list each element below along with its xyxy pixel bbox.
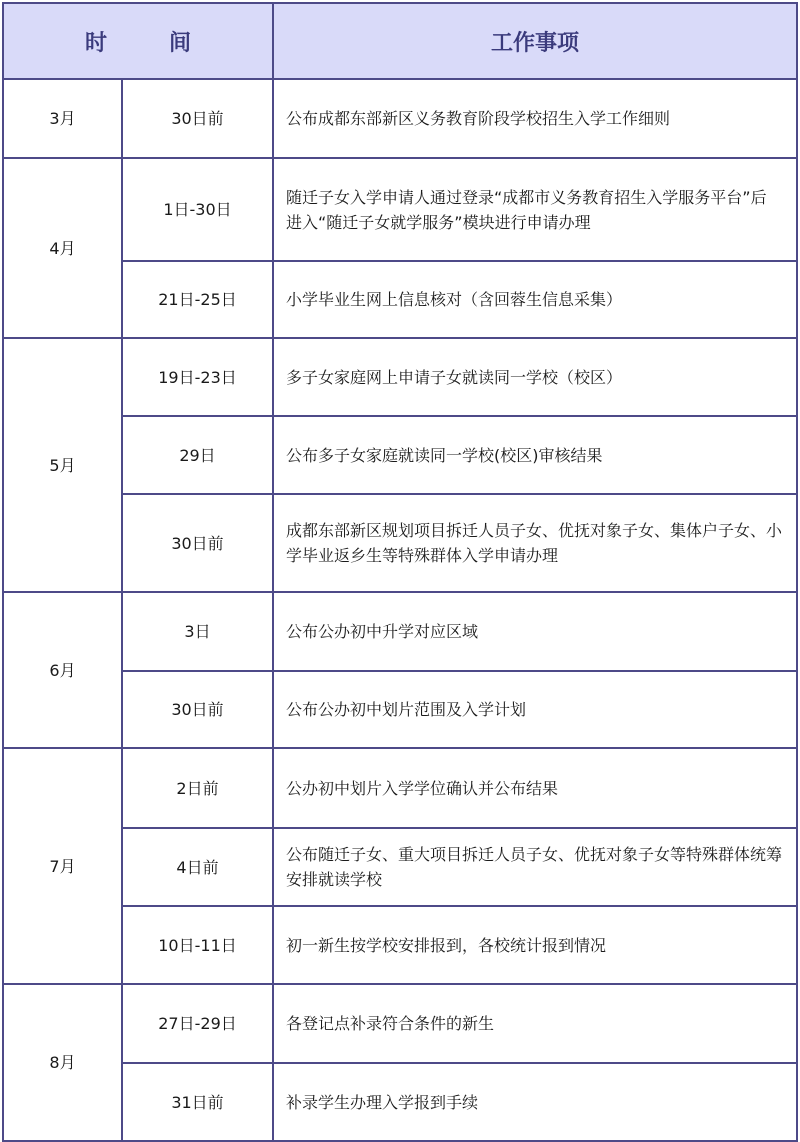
month-cell: 8月 (3, 984, 122, 1141)
table-row (3, 748, 797, 828)
date-cell: 31日前 (122, 1063, 273, 1141)
table-row (3, 984, 797, 1063)
task-cell: 补录学生办理入学报到手续 (273, 1063, 797, 1141)
table-row (3, 828, 797, 906)
date-cell: 30日前 (122, 671, 273, 748)
date-cell: 21日-25日 (122, 261, 273, 338)
task-cell: 公布多子女家庭就读同一学校(校区)审核结果 (273, 416, 797, 494)
table-row (3, 261, 797, 338)
header-time (3, 3, 273, 79)
date-cell: 3日 (122, 592, 273, 671)
task-cell: 随迁子女入学申请人通过登录“成都市义务教育招生入学服务平台”后进入“随迁子女就学服务”模块进行申请办理 (273, 158, 797, 261)
task-cell: 公布成都东部新区义务教育阶段学校招生入学工作细则 (273, 79, 797, 158)
task-cell: 多子女家庭网上申请子女就读同一学校（校区） (273, 338, 797, 416)
task-cell: 初一新生按学校安排报到，各校统计报到情况 (273, 906, 797, 984)
month-cell: 5月 (3, 338, 122, 592)
date-cell: 4日前 (122, 828, 273, 906)
task-cell: 成都东部新区规划项目拆迁人员子女、优抚对象子女、集体户子女、小学毕业返乡生等特殊群体入学申请办理 (273, 494, 797, 592)
task-cell: 各登记点补录符合条件的新生 (273, 984, 797, 1063)
date-cell: 2日前 (122, 748, 273, 828)
table-row (3, 906, 797, 984)
header-task: 工作事项 (273, 3, 797, 79)
schedule-body (3, 79, 797, 1141)
table-row (3, 158, 797, 261)
task-cell: 公布随迁子女、重大项目拆迁人员子女、优抚对象子女等特殊群体统筹安排就读学校 (273, 828, 797, 906)
date-cell: 10日-11日 (122, 906, 273, 984)
task-cell: 公办初中划片入学学位确认并公布结果 (273, 748, 797, 828)
task-cell: 小学毕业生网上信息核对（含回蓉生信息采集） (273, 261, 797, 338)
table-row (3, 416, 797, 494)
table-row (3, 1063, 797, 1141)
month-cell: 4月 (3, 158, 122, 338)
table-row (3, 338, 797, 416)
task-cell: 公布公办初中升学对应区域 (273, 592, 797, 671)
table-header-row (3, 3, 797, 79)
table-row (3, 494, 797, 592)
task-cell: 公布公办初中划片范围及入学计划 (273, 671, 797, 748)
table-row (3, 592, 797, 671)
date-cell: 30日前 (122, 79, 273, 158)
month-cell: 3月 (3, 79, 122, 158)
header-time-char-2: 间 (169, 30, 192, 56)
month-cell: 7月 (3, 748, 122, 984)
date-cell: 27日-29日 (122, 984, 273, 1063)
date-cell: 29日 (122, 416, 273, 494)
date-cell: 1日-30日 (122, 158, 273, 261)
date-cell: 30日前 (122, 494, 273, 592)
table-row (3, 671, 797, 748)
enrollment-schedule-table (2, 2, 798, 1142)
table-row (3, 79, 797, 158)
date-cell: 19日-23日 (122, 338, 273, 416)
month-cell: 6月 (3, 592, 122, 748)
header-time-char-1: 时 (84, 30, 107, 56)
